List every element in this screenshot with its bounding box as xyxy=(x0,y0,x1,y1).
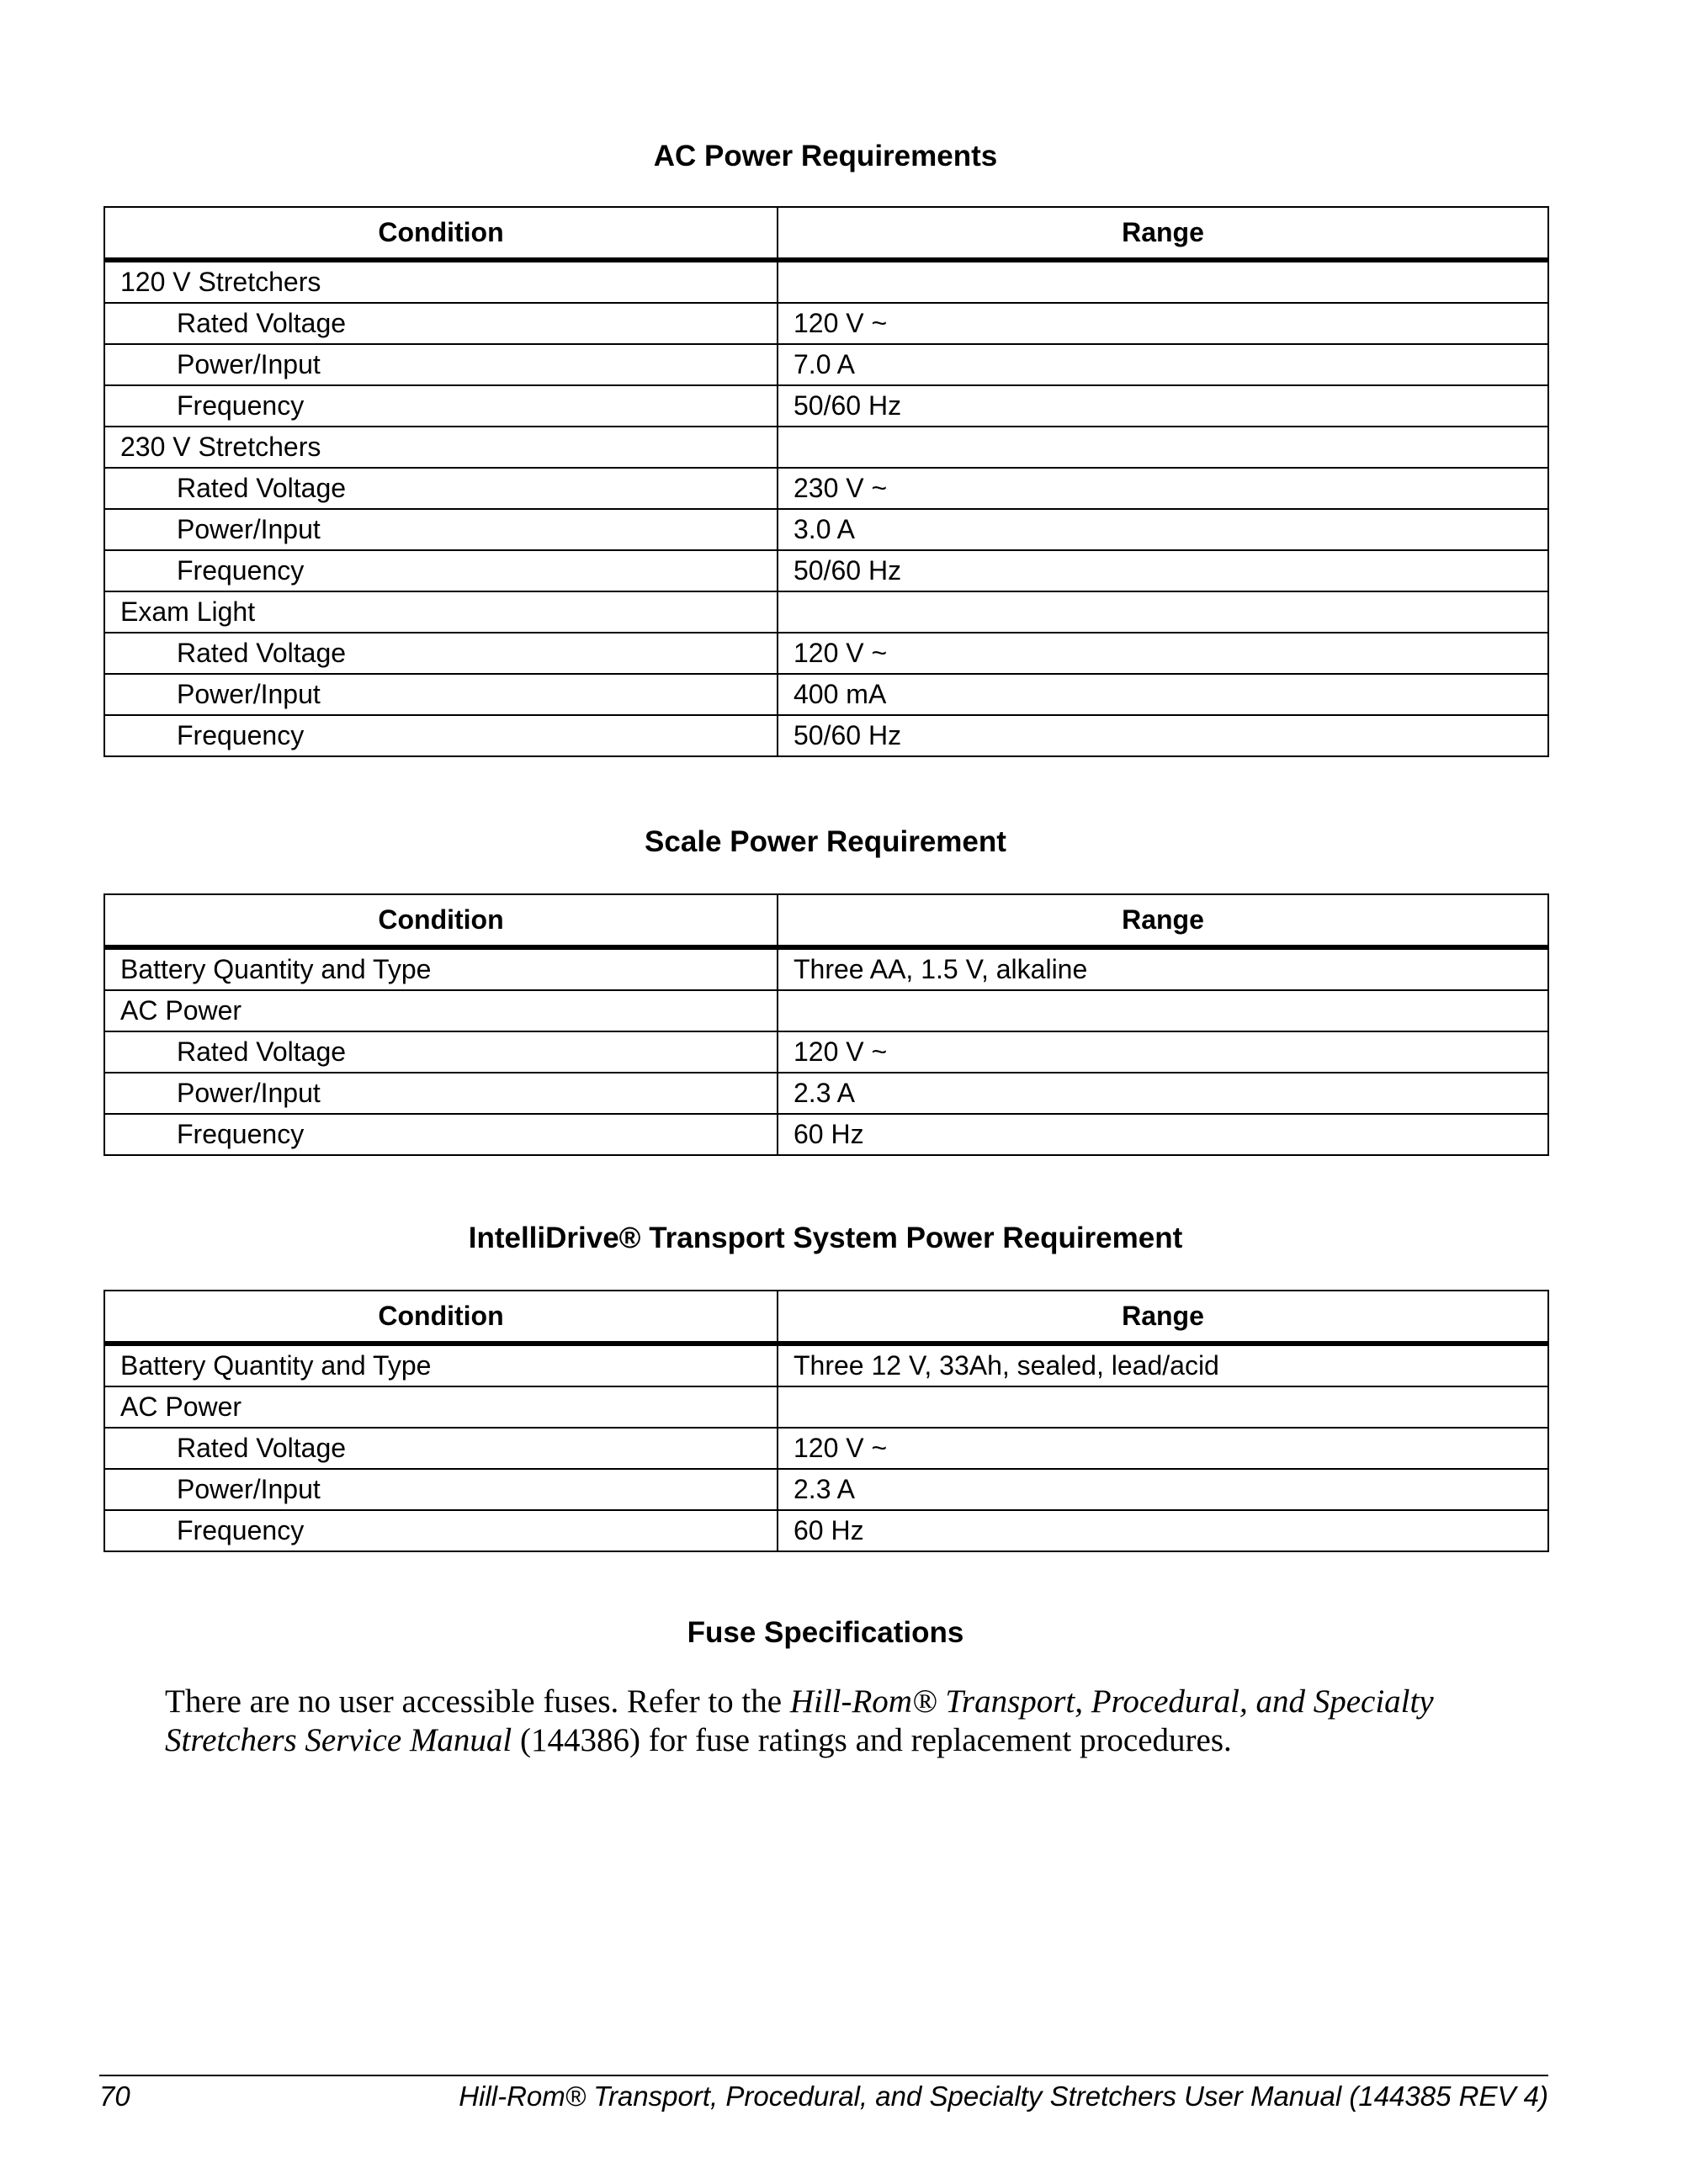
column-header-range: Range xyxy=(778,1291,1548,1344)
range-cell xyxy=(778,1386,1548,1428)
table-row xyxy=(104,303,1548,344)
table-row xyxy=(104,1073,1548,1114)
range-cell xyxy=(778,427,1548,468)
table-row xyxy=(104,1344,1548,1386)
table-row xyxy=(104,344,1548,385)
condition-cell: 120 V Stretchers xyxy=(104,260,778,303)
condition-cell: Frequency xyxy=(104,1510,778,1551)
range-cell: 2.3 A xyxy=(778,1073,1548,1114)
condition-cell: AC Power xyxy=(104,990,778,1031)
condition-cell: Frequency xyxy=(104,385,778,427)
range-cell xyxy=(778,260,1548,303)
table-row xyxy=(104,1031,1548,1073)
page-number: 70 xyxy=(99,2081,130,2112)
table-row xyxy=(104,550,1548,591)
range-cell: Three 12 V, 33Ah, sealed, lead/acid xyxy=(778,1344,1548,1386)
range-cell: 120 V ~ xyxy=(778,633,1548,674)
condition-cell: Rated Voltage xyxy=(104,1031,778,1073)
condition-cell: Frequency xyxy=(104,715,778,756)
column-header-range: Range xyxy=(778,207,1548,260)
table-row xyxy=(104,591,1548,633)
table-row xyxy=(104,385,1548,427)
scale-power-title: Scale Power Requirement xyxy=(645,825,1006,858)
condition-cell: Exam Light xyxy=(104,591,778,633)
range-cell: 50/60 Hz xyxy=(778,385,1548,427)
column-header-condition: Condition xyxy=(104,894,778,947)
intellidrive-power-title: IntelliDrive® Transport System Power Requirement xyxy=(468,1222,1183,1254)
table-header-row xyxy=(104,894,1548,947)
condition-cell: Battery Quantity and Type xyxy=(104,1344,778,1386)
range-cell: Three AA, 1.5 V, alkaline xyxy=(778,947,1548,990)
range-cell: 60 Hz xyxy=(778,1510,1548,1551)
table-row xyxy=(104,990,1548,1031)
condition-cell: Power/Input xyxy=(104,344,778,385)
table-row xyxy=(104,633,1548,674)
range-cell xyxy=(778,591,1548,633)
condition-cell: Rated Voltage xyxy=(104,633,778,674)
ac-power-table xyxy=(104,206,1549,757)
table-header-row xyxy=(104,207,1548,260)
condition-cell: 230 V Stretchers xyxy=(104,427,778,468)
condition-cell: Power/Input xyxy=(104,509,778,550)
table-header-row xyxy=(104,1291,1548,1344)
table-row xyxy=(104,715,1548,756)
table-row xyxy=(104,1386,1548,1428)
condition-cell: Power/Input xyxy=(104,674,778,715)
table-row xyxy=(104,674,1548,715)
footer-manual-title: Hill-Rom® Transport, Procedural, and Specialty Stretchers User Manual (144385 REV 4) xyxy=(459,2081,1548,2112)
table-row xyxy=(104,1428,1548,1469)
condition-cell: Frequency xyxy=(104,1114,778,1155)
range-cell: 120 V ~ xyxy=(778,1428,1548,1469)
fuse-specifications-paragraph xyxy=(165,1683,1545,1760)
condition-cell: Rated Voltage xyxy=(104,468,778,509)
range-cell: 230 V ~ xyxy=(778,468,1548,509)
condition-cell: Battery Quantity and Type xyxy=(104,947,778,990)
range-cell: 7.0 A xyxy=(778,344,1548,385)
range-cell xyxy=(778,990,1548,1031)
column-header-condition: Condition xyxy=(104,207,778,260)
range-cell: 50/60 Hz xyxy=(778,715,1548,756)
condition-cell: Power/Input xyxy=(104,1469,778,1510)
scale-power-table xyxy=(104,893,1549,1156)
service-manual-title: Hill-Rom® Transport, Procedural, and Specialty Stretchers Service Manual xyxy=(165,1683,1434,1758)
table-row xyxy=(104,1114,1548,1155)
table-row xyxy=(104,1510,1548,1551)
range-cell: 2.3 A xyxy=(778,1469,1548,1510)
range-cell: 120 V ~ xyxy=(778,1031,1548,1073)
condition-cell: AC Power xyxy=(104,1386,778,1428)
range-cell: 400 mA xyxy=(778,674,1548,715)
table-row xyxy=(104,947,1548,990)
range-cell: 50/60 Hz xyxy=(778,550,1548,591)
ac-power-title: AC Power Requirements xyxy=(653,140,998,172)
condition-cell: Power/Input xyxy=(104,1073,778,1114)
range-cell: 60 Hz xyxy=(778,1114,1548,1155)
fuse-specifications-title: Fuse Specifications xyxy=(687,1616,964,1649)
column-header-condition: Condition xyxy=(104,1291,778,1344)
intellidrive-power-table xyxy=(104,1290,1549,1552)
table-row xyxy=(104,509,1548,550)
table-row xyxy=(104,468,1548,509)
fuse-text-after: (144386) for fuse ratings and replacement procedures. xyxy=(512,1722,1232,1758)
range-cell: 120 V ~ xyxy=(778,303,1548,344)
table-row xyxy=(104,260,1548,303)
footer-divider xyxy=(99,2075,1548,2076)
fuse-text-before: There are no user accessible fuses. Refer to the xyxy=(165,1683,790,1720)
condition-cell: Frequency xyxy=(104,550,778,591)
column-header-range: Range xyxy=(778,894,1548,947)
range-cell: 3.0 A xyxy=(778,509,1548,550)
condition-cell: Rated Voltage xyxy=(104,1428,778,1469)
condition-cell: Rated Voltage xyxy=(104,303,778,344)
table-row xyxy=(104,1469,1548,1510)
table-row xyxy=(104,427,1548,468)
